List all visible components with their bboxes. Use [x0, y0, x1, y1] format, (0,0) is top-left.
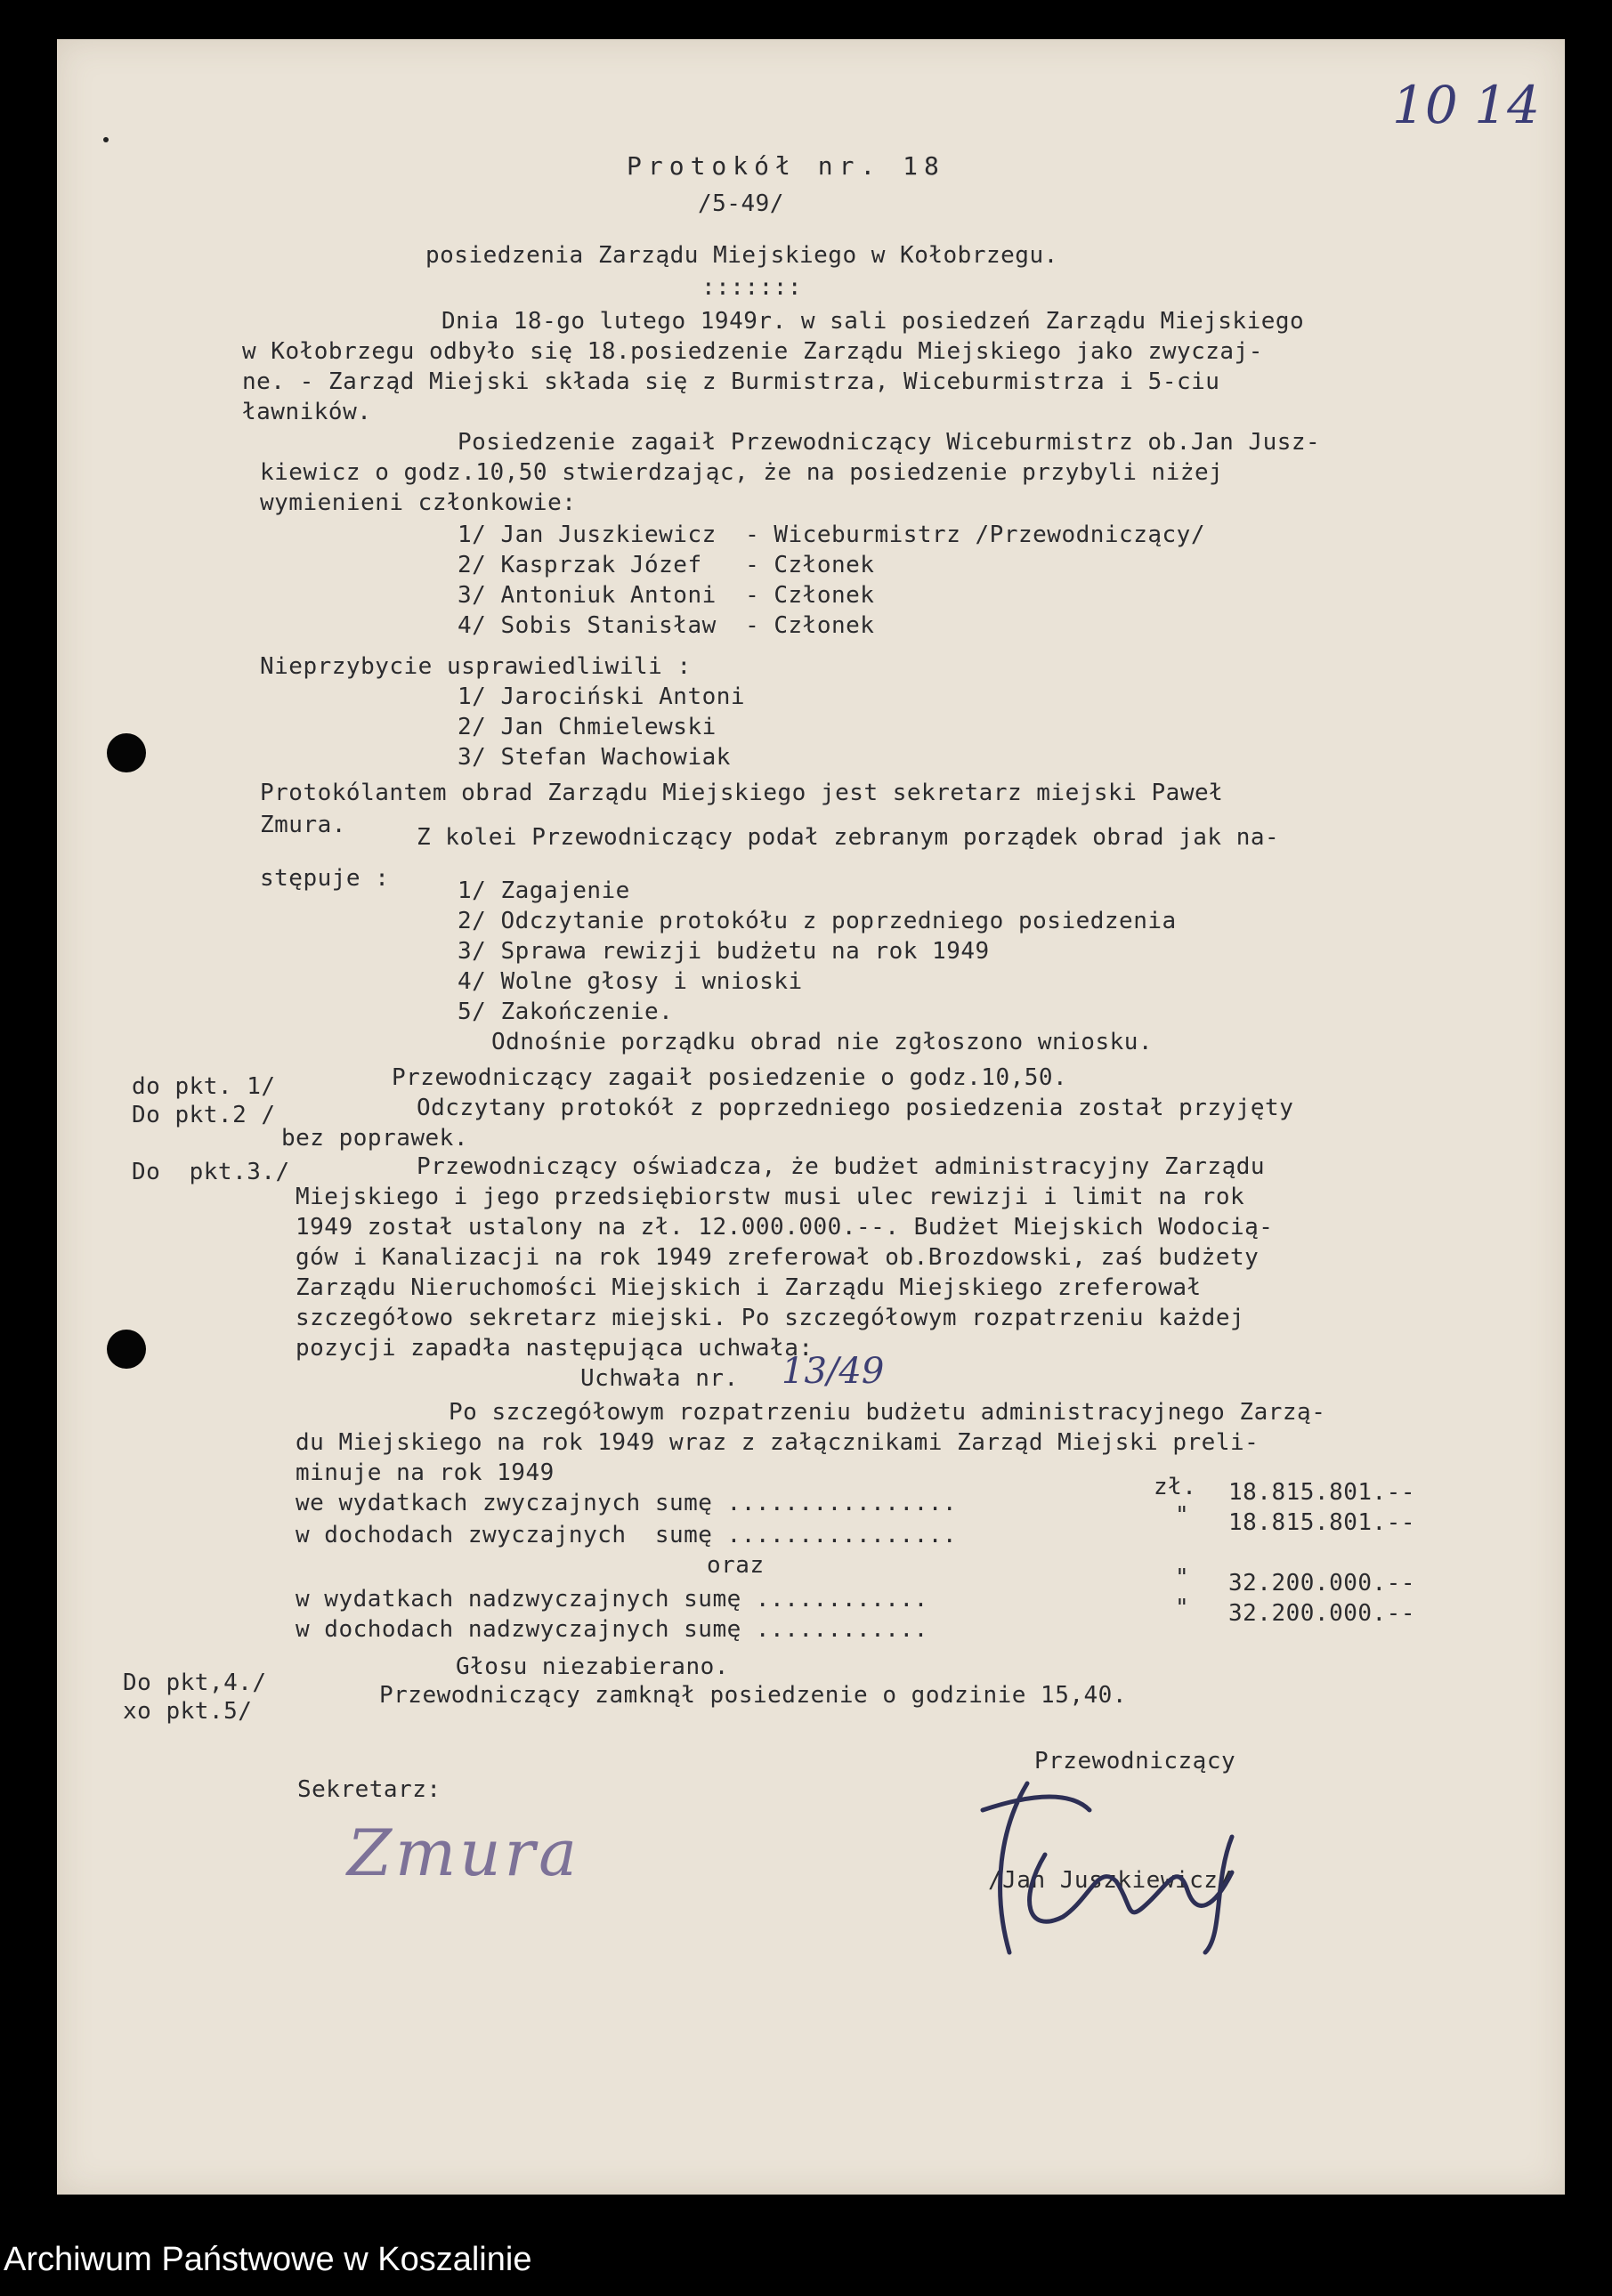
point4-label: Do pkt,4./: [123, 1669, 267, 1696]
point3-line: Zarządu Nieruchomości Miejskich i Zarządu Miejskiego zreferował: [296, 1274, 1202, 1301]
intro-line: ne. - Zarząd Miejski składa się z Burmistrza, Wiceburmistrza i 5-ciu: [242, 368, 1220, 395]
margin-dot: [103, 137, 109, 142]
budget-row-amount: 32.200.000.--: [1228, 1600, 1415, 1627]
budget-row-currency: ": [1175, 1595, 1190, 1621]
recorder-line: Protokólantem obrad Zarządu Miejskiego jest sekretarz miejski Paweł: [260, 780, 1224, 806]
budget-row-label: w dochodach nadzwyczajnych sumę ............: [296, 1616, 928, 1643]
binder-hole-bottom: [107, 1330, 146, 1369]
intro-line: w Kołobrzegu odbyło się 18.posiedzenie Zarządu Miejskiego jako zwyczaj-: [242, 338, 1263, 365]
point5-label: xo pkt.5/: [123, 1698, 253, 1725]
no-motions: Odnośnie porządku obrad nie zgłoszono wniosku.: [491, 1029, 1154, 1055]
point2-line: bez poprawek.: [281, 1125, 468, 1152]
budget-row-label: we wydatkach zwyczajnych sumę ................: [296, 1490, 958, 1516]
point3-line: 1949 został ustalony na zł. 12.000.000.--. Budżet Miejskich Wodocią-: [296, 1214, 1274, 1241]
resolution-label: Uchwała nr.: [580, 1365, 739, 1392]
point3-line: Przewodniczący oświadcza, że budżet administracyjny Zarządu: [417, 1153, 1266, 1180]
opening-line: Posiedzenie zagaił Przewodniczący Wiceburmistrz ob.Jan Jusz-: [458, 429, 1321, 456]
point4-text: Głosu niezabierano.: [456, 1653, 729, 1680]
member-item: 2/ Kasprzak Józef - Członek: [458, 552, 875, 578]
budget-row-currency: ": [1175, 1564, 1190, 1591]
member-item: 3/ Antoniuk Antoni - Członek: [458, 582, 875, 609]
archive-number: 10 14: [1392, 75, 1541, 135]
document-number: /5-49/: [698, 190, 784, 217]
secretary-signature: Zmura: [347, 1815, 581, 1890]
agenda-item: 2/ Odczytanie protokółu z poprzedniego posiedzenia: [458, 908, 1177, 934]
recorder-line: Z kolei Przewodniczący podał zebranym porządek obrad jak na-: [417, 824, 1280, 851]
budget-row-currency: ": [1175, 1502, 1190, 1529]
binder-hole-top: [107, 733, 146, 772]
document-page: [57, 39, 1565, 2195]
opening-line: wymienieni członkowie:: [260, 489, 577, 516]
opening-line: kiewicz o godz.10,50 stwierdzając, że na posiedzenie przybyli niżej: [260, 459, 1224, 486]
absent-item: 2/ Jan Chmielewski: [458, 714, 717, 740]
chairman-label: Przewodniczący: [1034, 1748, 1236, 1775]
point1-label: do pkt. 1/: [132, 1073, 276, 1100]
point5-text: Przewodniczący zamknął posiedzenie o godzinie 15,40.: [379, 1682, 1127, 1709]
resolution-line: Po szczegółowym rozpatrzeniu budżetu administracyjnego Zarzą-: [449, 1399, 1326, 1426]
chairman-name: /Jan Juszkiewicz/: [988, 1867, 1233, 1894]
agenda-item: 1/ Zagajenie: [458, 877, 630, 904]
chairman-signature: [965, 1757, 1285, 1970]
point3-line: Miejskiego i jego przedsiębiorstw musi ulec rewizji i limit na rok: [296, 1184, 1245, 1210]
budget-oraz: oraz: [707, 1552, 765, 1579]
document-title: Protokół nr. 18: [627, 151, 945, 181]
budget-row-amount: 32.200.000.--: [1228, 1570, 1415, 1597]
resolution-line: minuje na rok 1949: [296, 1459, 555, 1486]
point3-line: pozycji zapadła następująca uchwała:: [296, 1335, 814, 1362]
agenda-item: 3/ Sprawa rewizji budżetu na rok 1949: [458, 938, 990, 965]
recorder-line: Zmura.: [260, 812, 346, 838]
absent-heading: Nieprzybycie usprawiedliwili :: [260, 653, 692, 680]
intro-line: Dnia 18-go lutego 1949r. w sali posiedzeń Zarządu Miejskiego: [441, 308, 1305, 335]
separator: :::::::: [701, 274, 803, 301]
budget-row-amount: 18.815.801.--: [1228, 1509, 1415, 1536]
budget-row-amount: 18.815.801.--: [1228, 1479, 1415, 1506]
resolution-line: du Miejskiego na rok 1949 wraz z załącznikami Zarząd Miejski preli-: [296, 1429, 1260, 1456]
member-item: 1/ Jan Juszkiewicz - Wiceburmistrz /Przewodniczący/: [458, 521, 1205, 548]
point1-text: Przewodniczący zagaił posiedzenie o godz.10,50.: [392, 1064, 1068, 1091]
resolution-number: 13/49: [782, 1351, 885, 1392]
intro-line: ławników.: [242, 399, 372, 425]
document-subtitle: posiedzenia Zarządu Miejskiego w Kołobrzegu.: [425, 242, 1058, 269]
archive-footer: [0, 2223, 1612, 2296]
agenda-item: 5/ Zakończenie.: [458, 998, 674, 1025]
budget-row-currency: zł.: [1154, 1474, 1197, 1500]
recorder-line: stępuje :: [260, 865, 390, 892]
agenda-item: 4/ Wolne głosy i wnioski: [458, 968, 803, 995]
member-item: 4/ Sobis Stanisław - Członek: [458, 612, 875, 639]
point2-line: Odczytany protokół z poprzedniego posiedzenia został przyjęty: [417, 1095, 1294, 1121]
budget-row-label: w dochodach zwyczajnych sumę ................: [296, 1522, 958, 1548]
point3-line: szczegółowo sekretarz miejski. Po szczegółowym rozpatrzeniu każdej: [296, 1305, 1245, 1331]
budget-row-label: w wydatkach nadzwyczajnych sumę ............: [296, 1586, 928, 1613]
point2-label: Do pkt.2 /: [132, 1102, 276, 1128]
point3-line: gów i Kanalizacji na rok 1949 zreferował ob.Brozdowski, zaś budżety: [296, 1244, 1260, 1271]
absent-item: 3/ Stefan Wachowiak: [458, 744, 731, 771]
absent-item: 1/ Jarociński Antoni: [458, 683, 746, 710]
point3-label: Do pkt.3./: [132, 1159, 290, 1185]
secretary-label: Sekretarz:: [297, 1776, 441, 1803]
archive-name: Archiwum Państwowe w Koszalinie: [4, 2241, 532, 2278]
